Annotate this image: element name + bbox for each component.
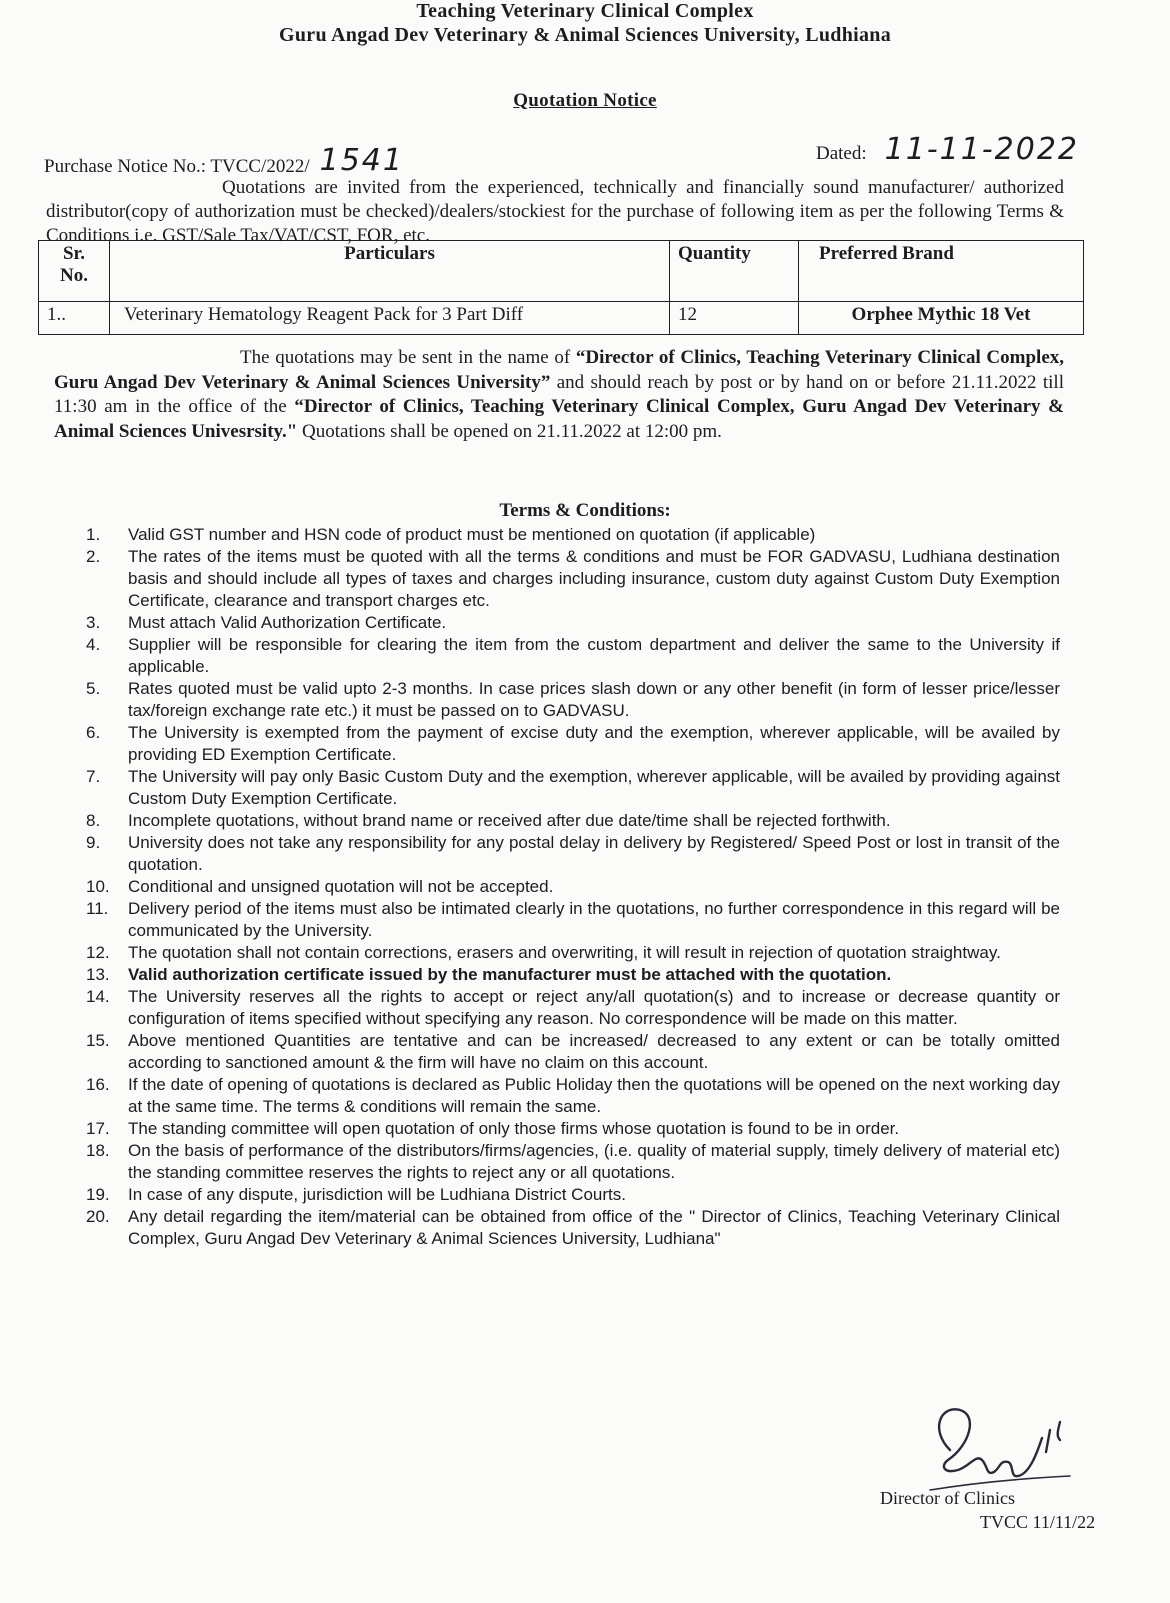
list-item [0,964,1060,986]
term-text: The standing committee will open quotation of only those firms whose quotation is found to be in order. [128,1119,900,1138]
term-text: University does not take any responsibility for any postal delay in delivery by Registered/ Speed Post or lost in transit of the quotation. [128,833,1060,874]
list-item [0,634,1060,678]
term-number: 15. [86,1031,110,1050]
term-number: 17. [86,1119,110,1138]
signature-block [880,1390,1160,1590]
cell-sr: 1.. [39,302,110,335]
term-text: On the basis of performance of the distributors/firms/agencies, (i.e. quality of material supply, timely delivery of material etc) the standing committee reserves the rights to reject any or all quotations. [128,1141,1060,1182]
term-number: 5. [86,679,101,698]
notice-title: Quotation Notice [513,90,657,111]
term-number: 10. [86,877,110,896]
term-number: 4. [86,635,101,654]
list-item [0,876,1060,898]
terms-list [0,524,1060,1250]
items-table [38,240,1084,335]
term-text: The rates of the items must be quoted with all the terms & conditions and must be FOR GADVASU, Ludhiana destination basis and should include all types of taxes and charges including insurance, custom duty against Custom Duty Exemption Certificate, clearance and transport charges etc. [128,547,1060,610]
term-number: 8. [86,811,101,830]
term-text: In case of any dispute, jurisdiction will be Ludhiana District Courts. [128,1185,626,1204]
intro-paragraph: Quotations are invited from the experienced, technically and financially sound manufacturer/ authorized distributor(copy of authorization must be checked)/dealers/stockiest for the purchase of following item as per the following Terms & Conditions i.e. GST/Sale Tax/VAT/CST, FOR, etc. [46,177,1064,246]
term-number: 20. [86,1207,110,1226]
term-number: 18. [86,1141,110,1160]
dated-handwritten-value: 11-11-2022 [884,132,1080,167]
term-number: 6. [86,723,101,742]
col-header-quantity: Quantity [670,241,799,302]
list-item [0,546,1060,612]
list-item [0,898,1060,942]
header-line-2: Guru Angad Dev Veterinary & Animal Sciences University, Ludhiana [278,24,892,46]
cell-particulars: Veterinary Hematology Reagent Pack for 3 Part Diff [110,302,670,335]
submission-office: “Director of Clinics, Teaching Veterinary Clinical Complex, Guru Angad Dev Veterinary & Animal Sciences Univesrsity." [54,396,1064,442]
term-text: The University reserves all the rights to accept or reject any/all quotation(s) and to increase or decrease quantity or configuration of items specified without specifying any reason. No correspondence will be made on this matter. [128,987,1060,1028]
purchase-notice-handwritten-number: 1541 [319,143,404,178]
signature-org-date: TVCC 11/11/22 [980,1512,1096,1532]
submission-text-1: The quotations may be sent in the name of [240,347,576,368]
term-number: 2. [86,547,101,566]
list-item [0,766,1060,810]
term-number: 12. [86,943,110,962]
list-item [0,1030,1060,1074]
term-number: 19. [86,1185,110,1204]
terms-title: Terms & Conditions: [499,500,671,521]
list-item [0,1184,1060,1206]
term-text: Valid authorization certificate issued by the manufacturer must be attached with the quotation. [128,965,892,984]
list-item [0,722,1060,766]
list-item [0,1074,1060,1118]
list-item [0,1206,1060,1250]
submission-text-3: Quotations shall be opened on 21.11.2022 at 12:00 pm. [297,420,722,442]
list-item [0,612,1060,634]
term-text: Incomplete quotations, without brand name or received after due date/time shall be rejected forthwith. [128,811,891,830]
list-item [0,1140,1060,1184]
list-item [0,832,1060,876]
cell-brand: Orphee Mythic 18 Vet [799,302,1084,335]
term-text: The quotation shall not contain corrections, erasers and overwriting, it will result in rejection of quotation straightway. [128,943,1001,962]
term-number: 16. [86,1075,110,1094]
items-table-header [39,241,1084,302]
list-item [0,678,1060,722]
submission-addressee: “Director of Clinics, Teaching Veterinary Clinical Complex, Guru Angad Dev Veterinary & Animal Sciences University” [54,347,1065,393]
dated-label: Dated: [816,143,867,164]
term-number: 11. [86,899,109,918]
list-item [0,524,1060,546]
notice-date [816,132,1079,167]
term-text: If the date of opening of quotations is declared as Public Holiday then the quotations will be opened on the next working day at the same time. The terms & conditions will remain the same. [128,1075,1060,1116]
col-header-brand: Preferred Brand [799,241,1084,302]
term-text: The University will pay only Basic Custom Duty and the exemption, wherever applicable, will be availed by providing against Custom Duty Exemption Certificate. [128,767,1060,808]
term-text: The University is exempted from the payment of excise duty and the exemption, wherever applicable, will be availed by providing ED Exemption Certificate. [128,723,1060,764]
table-row [39,302,1084,335]
purchase-notice-number [44,145,404,180]
purchase-notice-label: Purchase Notice No.: TVCC/2022/ [44,156,310,177]
col-header-particulars: Particulars [110,241,670,302]
col-header-sr: Sr. No. [39,241,110,302]
cell-quantity: 12 [670,302,799,335]
term-number: 13. [86,965,110,984]
submission-text-2: and should reach by post or by hand on or before 21.11.2022 till 11:30 am in the office of the [54,371,1064,417]
signature-scribble [900,1390,1140,1500]
term-text: Delivery period of the items must also be intimated clearly in the quotations, no further correspondence in this regard will be communicated by the University. [128,899,1060,940]
term-number: 1. [86,525,101,544]
term-number: 14. [86,987,110,1006]
term-text: Supplier will be responsible for clearing the item from the custom department and deliver the same to the University if applicable. [128,635,1060,676]
term-text: Valid GST number and HSN code of product must be mentioned on quotation (if applicable) [128,525,816,544]
term-text: Must attach Valid Authorization Certificate. [128,613,447,632]
term-text: Any detail regarding the item/material can be obtained from office of the " Director of Clinics, Teaching Veterinary Clinical Complex, Guru Angad Dev Veterinary & Animal Sciences University, Ludhiana" [128,1207,1060,1248]
list-item [0,1118,1060,1140]
term-text: Rates quoted must be valid upto 2-3 months. In case prices slash down or any other benefit (in form of lesser price/lesser tax/foreign exchange rate etc.) it must be passed on to GADVASU. [128,679,1060,720]
list-item [0,942,1060,964]
header-line-1: Teaching Veterinary Clinical Complex [416,0,754,22]
term-text: Above mentioned Quantities are tentative and can be increased/ decreased to any extent or can be totally omitted according to sanctioned amount & the firm will have no claim on this account. [128,1031,1060,1072]
term-number: 7. [86,767,101,786]
term-text: Conditional and unsigned quotation will not be accepted. [128,877,554,896]
list-item [0,810,1060,832]
list-item [0,986,1060,1030]
signature-title: Director of Clinics [880,1488,1015,1508]
term-number: 3. [86,613,101,632]
term-number: 9. [86,833,101,852]
submission-paragraph [54,346,1064,444]
